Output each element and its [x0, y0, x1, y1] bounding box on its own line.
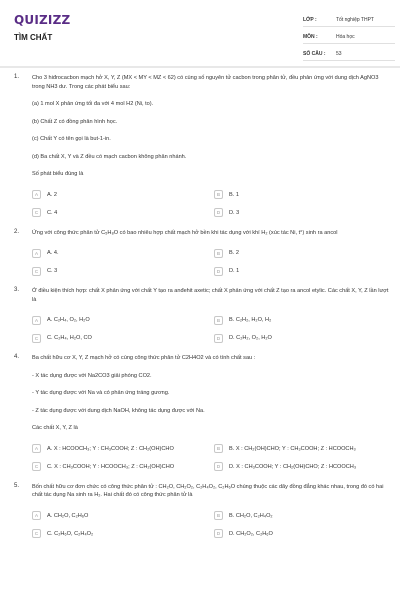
- option-d[interactable]: [214, 461, 396, 473]
- option-text: A. 2: [47, 191, 57, 198]
- option-letter-box[interactable]: B: [214, 190, 223, 199]
- quizizz-logo: QUIZIZZ: [14, 13, 71, 27]
- meta-value: Hóa học: [336, 34, 355, 40]
- option-text: C. X : CH₃COOH; Y : HCOOCH₃; Z : CH₂(OH)CHO: [47, 463, 175, 470]
- option-b[interactable]: [214, 510, 396, 522]
- option-letter-box[interactable]: C: [32, 208, 41, 217]
- answer-options: [32, 443, 400, 473]
- option-text: D. 3: [229, 209, 240, 216]
- question-number: 3.: [14, 287, 20, 293]
- option-text: B. C₂H₂, H₂O, H₂: [229, 317, 272, 323]
- page-title: TÌM CHẤT: [14, 33, 53, 42]
- question-line: - Y tác dụng được với Na và có phản ứng tráng gương.: [32, 390, 170, 396]
- option-text: B. X : CH₂(OH)CHO; Y : CH₃COOH; Z : HCOOCH₃: [229, 445, 356, 452]
- question-number: 5.: [14, 482, 20, 489]
- option-text: C. C₂H₆O, C₂H₄O₂: [47, 530, 94, 537]
- option-a[interactable]: [32, 247, 214, 259]
- option-text: B. 1: [229, 191, 239, 198]
- question-5: [0, 483, 400, 540]
- question-line: (b) Chất Z có đồng phân hình học.: [32, 118, 118, 125]
- question-line: Số phát biểu đúng là: [32, 171, 84, 177]
- question-3: [0, 287, 400, 344]
- question-number: 4.: [14, 354, 20, 360]
- question-line: - Z tác dụng được với dung dịch NaOH, không tác dụng được với Na.: [32, 407, 205, 414]
- option-letter-box[interactable]: D: [214, 529, 223, 538]
- option-d[interactable]: [214, 528, 396, 540]
- question-line: - X tác dụng được với Na2CO3 giải phóng CO2.: [32, 372, 152, 379]
- option-c[interactable]: [32, 332, 214, 344]
- option-letter-box[interactable]: D: [214, 462, 223, 471]
- option-letter-box[interactable]: B: [214, 511, 223, 520]
- meta-row-count: [303, 48, 395, 61]
- option-letter-box[interactable]: A: [32, 316, 41, 325]
- option-letter-box[interactable]: C: [32, 334, 41, 343]
- question-list: [0, 74, 400, 544]
- option-text: D. 1: [229, 268, 240, 274]
- option-letter-box[interactable]: C: [32, 529, 41, 538]
- option-text: D. C₂H₂, O₂, H₂O: [229, 335, 272, 341]
- question-4: [0, 354, 400, 473]
- option-d[interactable]: [214, 332, 396, 344]
- option-letter-box[interactable]: D: [214, 267, 223, 276]
- answer-options: [32, 510, 400, 540]
- question-text: Bốn chất hữu cơ đơn chức có công thức phân tử : CH₂O, CH₂O₂, C₂H₄O₂, C₂H₆O chúng thuộc các dãy đồng đẳng khác nhau, trong đó có hai chất tác dụng Na sinh ra H₂. Hai chất đó có công thức phân tử là: [32, 483, 384, 498]
- answer-options: [32, 247, 400, 277]
- meta-key: LỚP :: [303, 17, 317, 23]
- option-letter-box[interactable]: A: [32, 444, 41, 453]
- option-b[interactable]: [214, 314, 396, 326]
- option-text: C. C₂H₄, H₂O, CO: [47, 335, 92, 341]
- question-line: (a) 1 mol X phản ứng tối đa với 4 mol H2 (Ni, to).: [32, 101, 154, 107]
- meta-table: [303, 14, 395, 65]
- option-letter-box[interactable]: D: [214, 208, 223, 217]
- option-text: C. 4: [47, 209, 58, 216]
- option-text: C. 3: [47, 268, 58, 274]
- option-a[interactable]: [32, 314, 214, 326]
- option-c[interactable]: [32, 528, 214, 540]
- option-letter-box[interactable]: C: [32, 462, 41, 471]
- meta-value: 53: [336, 51, 342, 57]
- option-letter-box[interactable]: D: [214, 334, 223, 343]
- option-letter-box[interactable]: A: [32, 190, 41, 199]
- option-c[interactable]: [32, 461, 214, 473]
- answer-options: [32, 189, 400, 219]
- option-c[interactable]: [32, 265, 214, 277]
- option-letter-box[interactable]: A: [32, 249, 41, 258]
- question-1: [0, 74, 400, 219]
- option-a[interactable]: [32, 510, 214, 522]
- question-text: Cho 3 hiđrocacbon mạch hở X, Y, Z (MX < MY < MZ < 62) có cùng số nguyên tử cacbon trong phân tử, đều phản ứng với dung dịch AgNO3 trong NH3 dư. Trong các phát biểu sau:: [32, 75, 379, 90]
- question-number: 1.: [14, 74, 20, 80]
- option-a[interactable]: [32, 443, 214, 455]
- option-text: D. CH₂O₂, C₂H₆O: [229, 530, 273, 537]
- answer-options: [32, 314, 400, 344]
- question-line: Các chất X, Y, Z là: [32, 425, 78, 431]
- question-text: Ứng với công thức phân tử C₅H₈O có bao nhiêu hợp chất mạch hở bền khi tác dụng với khí H₂ (xúc tác Ni, t°) sinh ra ancol: [32, 229, 338, 236]
- option-text: A. 4.: [47, 250, 59, 256]
- option-b[interactable]: [214, 443, 396, 455]
- option-letter-box[interactable]: B: [214, 249, 223, 258]
- option-text: A. C₂H₄, O₂, H₂O: [47, 317, 90, 323]
- question-line: (d) Ba chất X, Y và Z đều có mạch cacbon không phân nhánh.: [32, 153, 187, 160]
- option-b[interactable]: [214, 247, 396, 259]
- meta-row-subject: [303, 31, 395, 44]
- meta-key: MÔN :: [303, 34, 318, 40]
- option-text: B. 2: [229, 250, 239, 256]
- worksheet-header: [0, 0, 400, 66]
- option-b[interactable]: [214, 189, 396, 201]
- option-letter-box[interactable]: B: [214, 444, 223, 453]
- question-line: (c) Chất Y có tên gọi là but-1-in.: [32, 136, 111, 142]
- option-a[interactable]: [32, 189, 214, 201]
- option-text: A. CH₂O, C₂H₆O: [47, 512, 89, 519]
- meta-row-class: [303, 14, 395, 27]
- option-text: D. X : CH₃COOH; Y : CH₂(OH)CHO; Z : HCOOCH₃: [229, 463, 357, 470]
- option-letter-box[interactable]: C: [32, 267, 41, 276]
- option-letter-box[interactable]: B: [214, 316, 223, 325]
- question-number: 2.: [14, 228, 20, 235]
- question-text: Ở điều kiện thích hợp: chất X phản ứng với chất Y tạo ra anđehit axetic; chất X phản ứng với chất Z tạo ra ancol etylic. Các chất X, Y, Z lần lượt là: [32, 288, 389, 303]
- option-text: A. X : HCOOCH₃; Y : CH₃COOH; Z : CH₂(OH)CHO: [47, 445, 174, 452]
- option-letter-box[interactable]: A: [32, 511, 41, 520]
- meta-value: Tốt nghiệp THPT: [336, 17, 374, 23]
- option-d[interactable]: [214, 207, 396, 219]
- question-2: [0, 229, 400, 278]
- option-d[interactable]: [214, 265, 396, 277]
- question-text: Ba chất hữu cơ X, Y, Z mạch hở có cùng công thức phân tử C2H4O2 và có tính chất sau :: [32, 355, 256, 361]
- option-c[interactable]: [32, 207, 214, 219]
- option-text: B. CH₂O, C₂H₄O₂: [229, 512, 273, 519]
- header-divider: [0, 66, 400, 68]
- meta-key: SỐ CÂU :: [303, 51, 326, 57]
